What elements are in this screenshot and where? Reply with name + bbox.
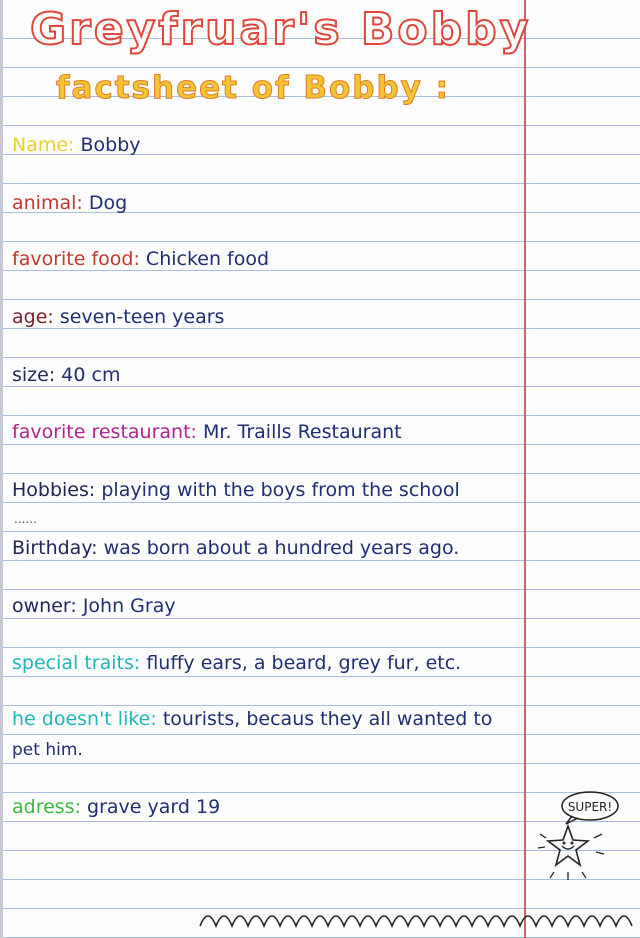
field-hobbies — [12, 479, 460, 501]
margin-line — [524, 0, 526, 938]
field-label: adress: — [12, 796, 81, 818]
field-value: playing with the boys from the school — [101, 479, 460, 501]
field-size — [12, 364, 120, 386]
field-address — [12, 796, 220, 818]
super-star-doodle — [532, 788, 628, 888]
field-birthday — [12, 537, 459, 559]
field-label: Birthday: — [12, 537, 98, 559]
field-label: favorite restaurant: — [12, 421, 197, 443]
dots: ...... — [14, 512, 37, 526]
field-value: grave yard 19 — [87, 796, 221, 818]
page-title: Greyfruar's Bobby — [30, 4, 532, 55]
field-doesnt-like — [12, 708, 492, 730]
field-value: Bobby — [80, 134, 141, 156]
field-favorite-restaurant — [12, 421, 402, 443]
field-value: Mr. Traills Restaurant — [202, 421, 402, 443]
field-label: owner: — [12, 595, 77, 617]
field-label: he doesn't like: — [12, 708, 157, 730]
field-label: animal: — [12, 192, 83, 214]
field-value: Chicken food — [145, 248, 270, 270]
star-eye-right — [571, 842, 574, 845]
field-value: seven-teen years — [59, 306, 225, 328]
star-icon — [548, 826, 588, 865]
field-special-traits — [12, 652, 461, 674]
field-value: John Gray — [82, 595, 176, 617]
page-subtitle: factsheet of Bobby : — [56, 70, 451, 106]
field-name — [12, 134, 141, 156]
badge-text: SUPER! — [567, 800, 613, 814]
field-value: Dog — [88, 192, 128, 214]
field-label: special traits: — [12, 652, 141, 674]
field-favorite-food — [12, 248, 269, 270]
page-edge — [0, 0, 3, 938]
field-label: Name: — [12, 134, 75, 156]
star-eye-left — [563, 842, 566, 845]
field-continuation: pet him. — [12, 740, 83, 760]
field-label: size: — [12, 364, 56, 386]
field-owner — [12, 595, 176, 617]
field-value: fluffy ears, a beard, grey fur, etc. — [146, 652, 462, 674]
wave-line — [200, 916, 632, 926]
field-age — [12, 306, 224, 328]
field-label: Hobbies: — [12, 479, 96, 501]
field-value: tourists, becaus they all wanted to — [162, 708, 493, 730]
field-label: favorite food: — [12, 248, 140, 270]
field-animal — [12, 192, 127, 214]
star-face — [562, 846, 574, 849]
bubble-tail — [566, 816, 578, 824]
field-label: age: — [12, 306, 54, 328]
field-value: 40 cm — [61, 364, 121, 386]
field-value: was born about a hundred years ago. — [103, 537, 460, 559]
wave-doodle — [198, 892, 638, 932]
